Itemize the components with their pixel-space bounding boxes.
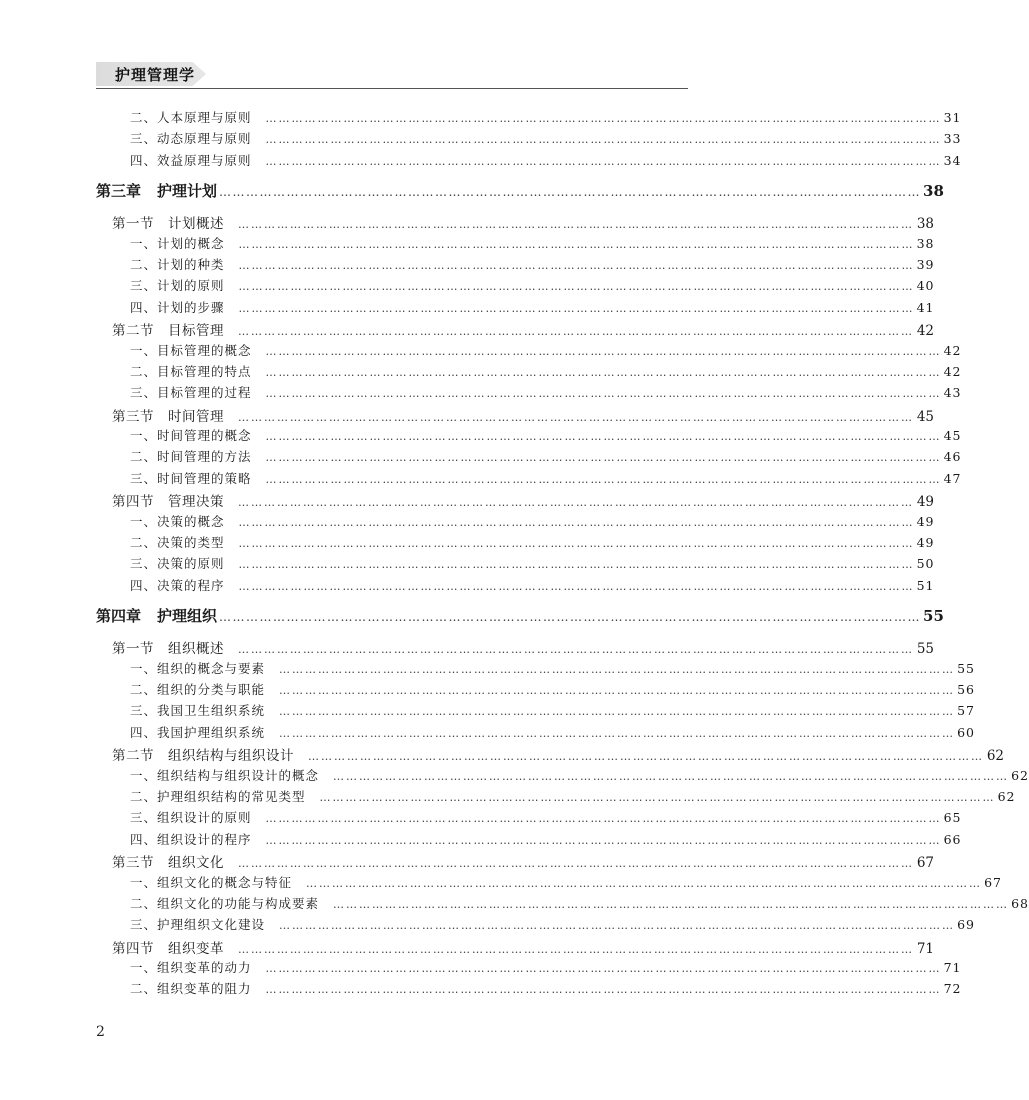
toc-entry[interactable]: 二、时间管理的方法 ………………………………………………………………………………………………………………………………………… 46 — [130, 449, 962, 465]
toc-entry[interactable]: 三、决策的原则 ………………………………………………………………………………………………………………………………………… 50 — [130, 556, 935, 572]
dot-leader: ………………………………………………………………………………………………………………………………………… — [238, 237, 915, 251]
toc-entry[interactable]: 四、效益原理与原则 ………………………………………………………………………………………………………………………………………… 34 — [130, 152, 962, 168]
toc-entry[interactable]: 四、决策的程序 ………………………………………………………………………………………………………………………………………… 51 — [130, 577, 935, 593]
dot-leader: ………………………………………………………………………………………………………………………………………… — [238, 258, 915, 272]
toc-section[interactable]: 第二节 组织结构与组织设计 ………………………………………………………………………………………………………………………………………… 62 — [112, 748, 1004, 765]
dot-leader: ………………………………………………………………………………………………………………………………………… — [279, 662, 956, 676]
dot-leader: ………………………………………………………………………………………………………………………………………… — [279, 919, 956, 933]
toc-entry[interactable]: 四、我国护理组织系统 ………………………………………………………………………………………………………………………………………… 60 — [130, 724, 976, 740]
toc-section[interactable]: 第四节 组织变革 ………………………………………………………………………………………………………………………………………… 71 — [112, 940, 934, 957]
toc-entry[interactable]: 二、决策的类型 ………………………………………………………………………………………………………………………………………… 49 — [130, 535, 935, 551]
toc-entry[interactable]: 三、目标管理的过程 ………………………………………………………………………………………………………………………………………… 43 — [130, 385, 962, 401]
dot-leader: ………………………………………………………………………………………………………………………………………… — [238, 558, 915, 572]
toc-chapter-4[interactable]: 第四章 护理组织 ………………………………………………………………………………………………………………………………………… 55 — [96, 607, 944, 626]
dot-leader: ………………………………………………………………………………………………………………………………………… — [238, 218, 914, 232]
dot-leader: ………………………………………………………………………………………………………………………………………… — [265, 833, 942, 847]
toc-section[interactable]: 第二节 目标管理 ………………………………………………………………………………………………………………………………………… 42 — [112, 323, 934, 340]
toc-entry[interactable]: 四、组织设计的程序 ………………………………………………………………………………………………………………………………………… 66 — [130, 831, 962, 847]
dot-leader: ………………………………………………………………………………………………………………………………………… — [265, 451, 942, 465]
dot-leader: ………………………………………………………………………………………………………………………………………… — [238, 325, 914, 339]
toc-entry[interactable]: 一、组织结构与组织设计的概念 ………………………………………………………………………………………………………………………………………… 62 — [130, 767, 1029, 783]
toc-chapter-3[interactable]: 第三章 护理计划 ………………………………………………………………………………………………………………………………………… 38 — [96, 182, 944, 201]
dot-leader: ………………………………………………………………………………………………………………………………………… — [279, 683, 956, 697]
toc-entry[interactable]: 一、组织变革的动力 ………………………………………………………………………………………………………………………………………… 71 — [130, 960, 962, 976]
toc-entry[interactable]: 三、护理组织文化建设 ………………………………………………………………………………………………………………………………………… 69 — [130, 917, 976, 933]
dot-leader: ………………………………………………………………………………………………………………………………………… — [306, 876, 983, 890]
dot-leader: ………………………………………………………………………………………………………………………………………… — [219, 185, 922, 200]
dot-leader: ………………………………………………………………………………………………………………………………………… — [238, 942, 914, 956]
book-title: 护理管理学 — [115, 66, 196, 84]
dot-leader: ………………………………………………………………………………………………………………………………………… — [238, 496, 914, 510]
toc-entry[interactable]: 三、动态原理与原则 ………………………………………………………………………………………………………………………………………… 33 — [130, 131, 962, 147]
dot-leader: ………………………………………………………………………………………………………………………………………… — [265, 133, 942, 147]
toc-entry[interactable]: 二、护理组织结构的常见类型 ………………………………………………………………………………………………………………………………………… 62 — [130, 788, 1016, 804]
dot-leader: ………………………………………………………………………………………………………………………………………… — [265, 387, 942, 401]
dot-leader: ………………………………………………………………………………………………………………………………………… — [265, 812, 942, 826]
table-of-contents — [96, 108, 1029, 1001]
dot-leader: ………………………………………………………………………………………………………………………………………… — [265, 112, 942, 125]
toc-section[interactable]: 第四节 管理决策 ………………………………………………………………………………………………………………………………………… 49 — [112, 494, 934, 511]
dot-leader: ………………………………………………………………………………………………………………………………………… — [238, 280, 915, 294]
toc-entry[interactable]: 二、目标管理的特点 ………………………………………………………………………………………………………………………………………… 42 — [130, 363, 962, 379]
dot-leader: ………………………………………………………………………………………………………………………………………… — [265, 154, 942, 168]
dot-leader: ………………………………………………………………………………………………………………………………………… — [265, 365, 942, 379]
dot-leader: ………………………………………………………………………………………………………………………………………… — [319, 790, 996, 804]
toc-entry[interactable]: 一、计划的概念 ………………………………………………………………………………………………………………………………………… 38 — [130, 235, 935, 251]
toc-entry[interactable]: 二、人本原理与原则 ………………………………………………………………………………………………………………………………………… 31 — [130, 110, 962, 125]
dot-leader: ………………………………………………………………………………………………………………………………………… — [265, 472, 942, 486]
dot-leader: ………………………………………………………………………………………………………………………………………… — [238, 515, 915, 529]
toc-entry[interactable]: 二、组织的分类与职能 ………………………………………………………………………………………………………………………………………… 56 — [130, 681, 976, 697]
dot-leader: ………………………………………………………………………………………………………………………………………… — [238, 643, 914, 657]
toc-entry[interactable]: 三、时间管理的策略 ………………………………………………………………………………………………………………………………………… 47 — [130, 470, 962, 486]
dot-leader: ………………………………………………………………………………………………………………………………………… — [333, 769, 1010, 783]
dot-leader: ………………………………………………………………………………………………………………………………………… — [238, 410, 914, 424]
toc-entry[interactable]: 三、我国卫生组织系统 ………………………………………………………………………………………………………………………………………… 57 — [130, 703, 976, 719]
page-number: 2 — [96, 1024, 105, 1040]
dot-leader: ………………………………………………………………………………………………………………………………………… — [279, 705, 956, 719]
toc-section[interactable]: 第三节 时间管理 ………………………………………………………………………………………………………………………………………… 45 — [112, 408, 934, 425]
dot-leader: ………………………………………………………………………………………………………………………………………… — [238, 301, 915, 315]
toc-entry[interactable]: 三、计划的原则 ………………………………………………………………………………………………………………………………………… 40 — [130, 278, 935, 294]
toc-section[interactable]: 第三节 组织文化 ………………………………………………………………………………………………………………………………………… 67 — [112, 855, 934, 872]
toc-entry[interactable]: 一、决策的概念 ………………………………………………………………………………………………………………………………………… 49 — [130, 513, 935, 529]
header-divider — [96, 88, 688, 89]
toc-entry[interactable]: 二、组织文化的功能与构成要素 ………………………………………………………………………………………………………………………………………… 68 — [130, 895, 1029, 911]
toc-entry[interactable]: 二、组织变革的阻力 ………………………………………………………………………………………………………………………………………… 72 — [130, 981, 962, 997]
toc-entry[interactable]: 三、组织设计的原则 ………………………………………………………………………………………………………………………………………… 65 — [130, 810, 962, 826]
toc-entry[interactable]: 一、时间管理的概念 ………………………………………………………………………………………………………………………………………… 45 — [130, 428, 962, 444]
dot-leader: ………………………………………………………………………………………………………………………………………… — [265, 344, 942, 358]
toc-entry[interactable]: 一、组织的概念与要素 ………………………………………………………………………………………………………………………………………… 55 — [130, 660, 976, 676]
toc-entry[interactable]: 一、组织文化的概念与特征 ………………………………………………………………………………………………………………………………………… 67 — [130, 874, 1003, 890]
dot-leader: ………………………………………………………………………………………………………………………………………… — [219, 610, 922, 625]
dot-leader: ………………………………………………………………………………………………………………………………………… — [265, 430, 942, 444]
dot-leader: ………………………………………………………………………………………………………………………………………… — [238, 537, 915, 551]
dot-leader: ………………………………………………………………………………………………………………………………………… — [265, 962, 942, 976]
dot-leader: ………………………………………………………………………………………………………………………………………… — [238, 579, 915, 593]
toc-section[interactable]: 第一节 组织概述 ………………………………………………………………………………………………………………………………………… 55 — [112, 641, 934, 658]
dot-leader: ………………………………………………………………………………………………………………………………………… — [265, 983, 942, 997]
toc-section[interactable]: 第一节 计划概述 ………………………………………………………………………………………………………………………………………… 38 — [112, 216, 934, 233]
dot-leader: ………………………………………………………………………………………………………………………………………… — [279, 726, 956, 740]
dot-leader: ………………………………………………………………………………………………………………………………………… — [308, 750, 984, 764]
dot-leader: ………………………………………………………………………………………………………………………………………… — [238, 857, 914, 871]
toc-entry[interactable]: 四、计划的步骤 ………………………………………………………………………………………………………………………………………… 41 — [130, 299, 935, 315]
toc-entry[interactable]: 一、目标管理的概念 ………………………………………………………………………………………………………………………………………… 42 — [130, 342, 962, 358]
toc-entry[interactable]: 二、计划的种类 ………………………………………………………………………………………………………………………………………… 39 — [130, 256, 935, 272]
dot-leader: ………………………………………………………………………………………………………………………………………… — [333, 897, 1010, 911]
